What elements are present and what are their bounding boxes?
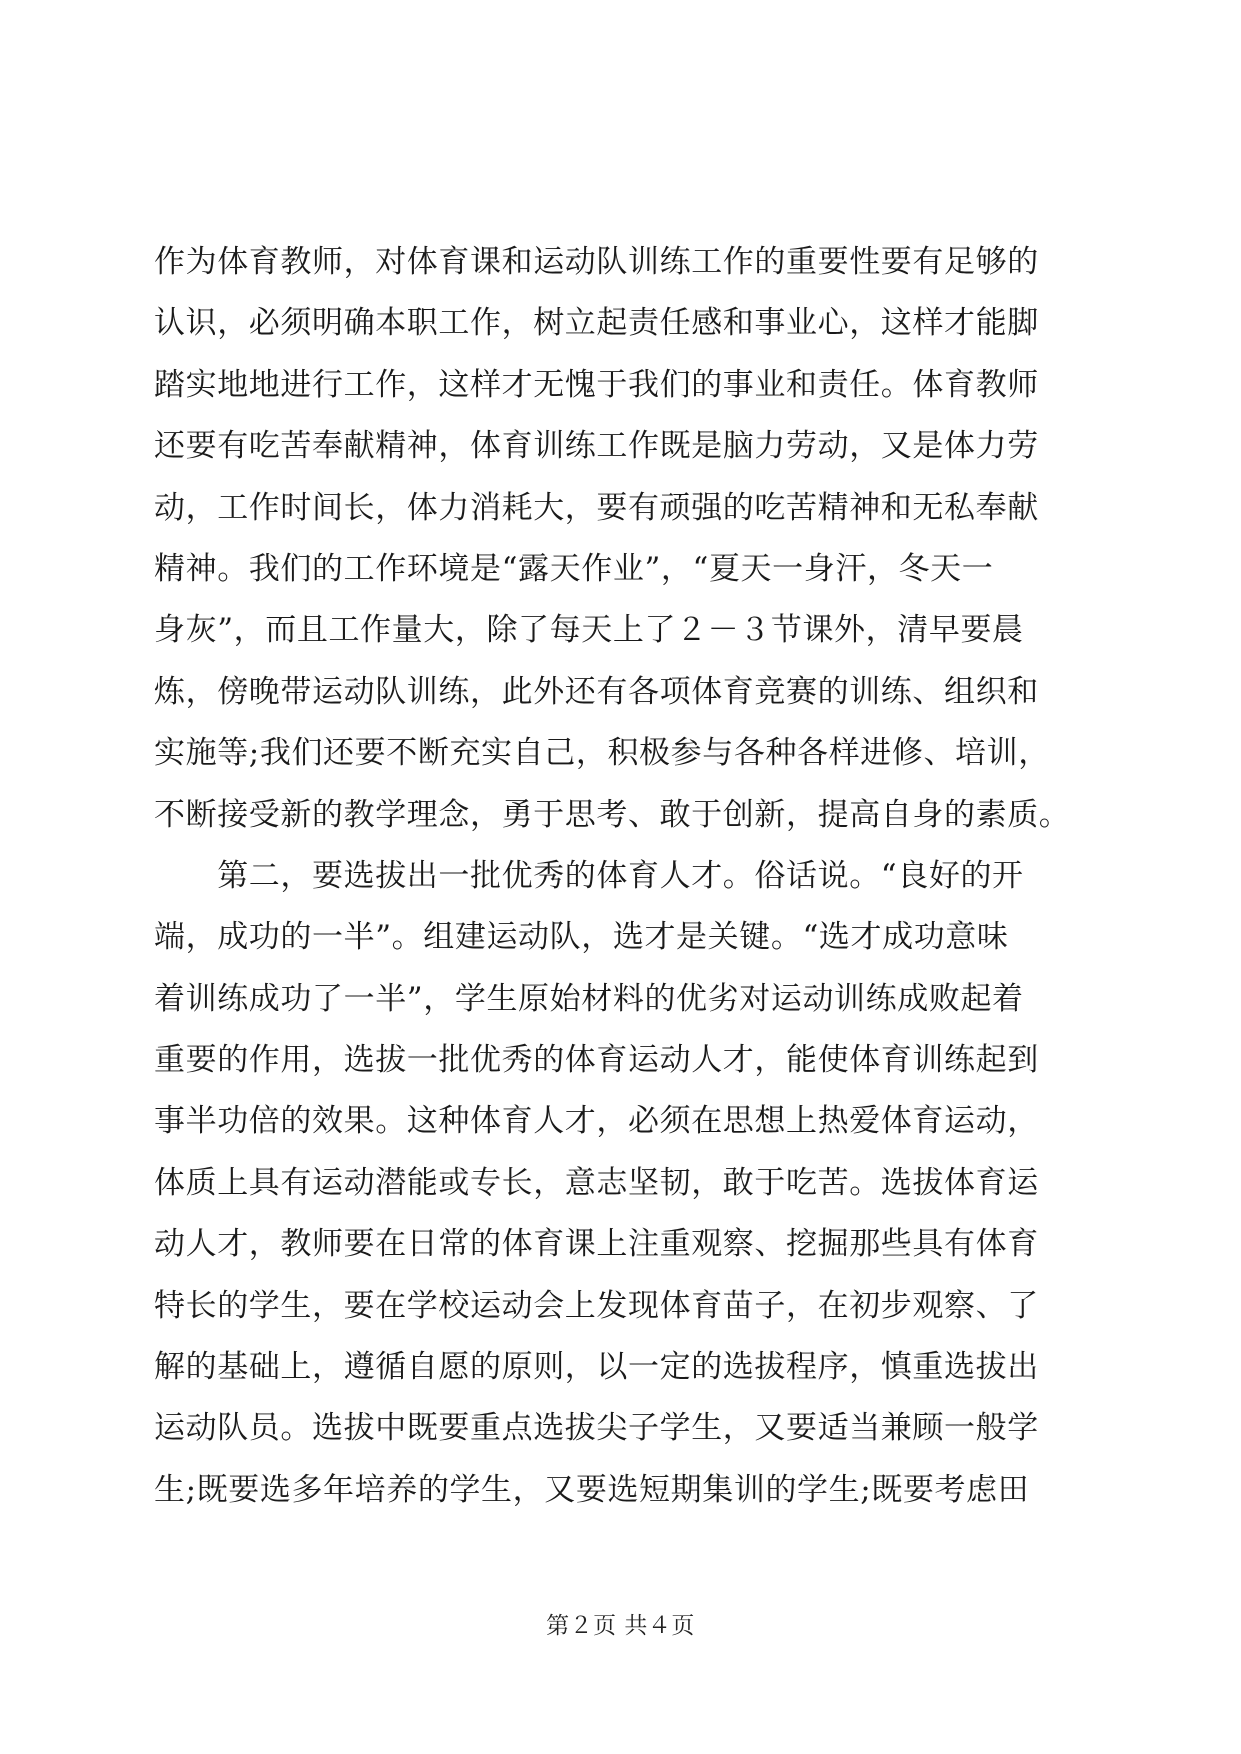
text-line: 踏实地地进行工作，这样才无愧于我们的事业和责任。体育教师 (154, 366, 1039, 403)
text-line: 精神。我们的工作环境是“露天作业”，“夏天一身汗，冬天一 (154, 550, 994, 587)
text-line: 实施等;我们还要不断充实自己，积极参与各种各样进修、培训， (154, 735, 1050, 772)
text-line: 身灰”，而且工作量大，除了每天上了２－３节课外，清早要晨 (154, 612, 1024, 649)
paragraph-start-line: 第二，要选拔出一批优秀的体育人才。俗话说。“良好的开 (154, 857, 1024, 894)
page-number-footer: 第２页 共４页 (546, 1613, 695, 1639)
text-line: 重要的作用，选拔一批优秀的体育运动人才，能使体育训练起到 (154, 1042, 1039, 1079)
body-text (154, 232, 1089, 1521)
text-line: 炼，傍晚带运动队训练，此外还有各项体育竞赛的训练、组织和 (154, 673, 1039, 710)
text-line: 动人才，教师要在日常的体育课上注重观察、挖掘那些具有体育 (154, 1226, 1039, 1263)
text-line: 不断接受新的教学理念，勇于思考、敢于创新，提高自身的素质。 (154, 796, 1071, 833)
text-line: 还要有吃苦奉献精神，体育训练工作既是脑力劳动，又是体力劳 (154, 428, 1039, 465)
text-line: 动，工作时间长，体力消耗大，要有顽强的吃苦精神和无私奉献 (154, 489, 1039, 526)
text-line: 认识，必须明确本职工作，树立起责任感和事业心，这样才能脚 (154, 305, 1039, 342)
text-line: 事半功倍的效果。这种体育人才，必须在思想上热爱体育运动， (154, 1103, 1039, 1140)
text-line: 生;既要选多年培养的学生，又要选短期集训的学生;既要考虑田 (154, 1471, 1030, 1508)
text-line: 体质上具有运动潜能或专长，意志坚韧，敢于吃苦。选拔体育运 (154, 1164, 1039, 1201)
text-line: 着训练成功了一半”，学生原始材料的优劣对运动训练成败起着 (154, 980, 1024, 1017)
text-line: 解的基础上，遵循自愿的原则，以一定的选拔程序，慎重选拔出 (154, 1349, 1039, 1386)
text-line: 特长的学生，要在学校运动会上发现体育苗子，在初步观察、了 (154, 1287, 1039, 1324)
text-line: 运动队员。选拔中既要重点选拔尖子学生，又要适当兼顾一般学 (154, 1410, 1039, 1447)
text-line: 端，成功的一半”。组建运动队，选才是关键。“选才成功意味 (154, 919, 1009, 956)
text-line: 作为体育教师，对体育课和运动队训练工作的重要性要有足够的 (154, 244, 1039, 280)
